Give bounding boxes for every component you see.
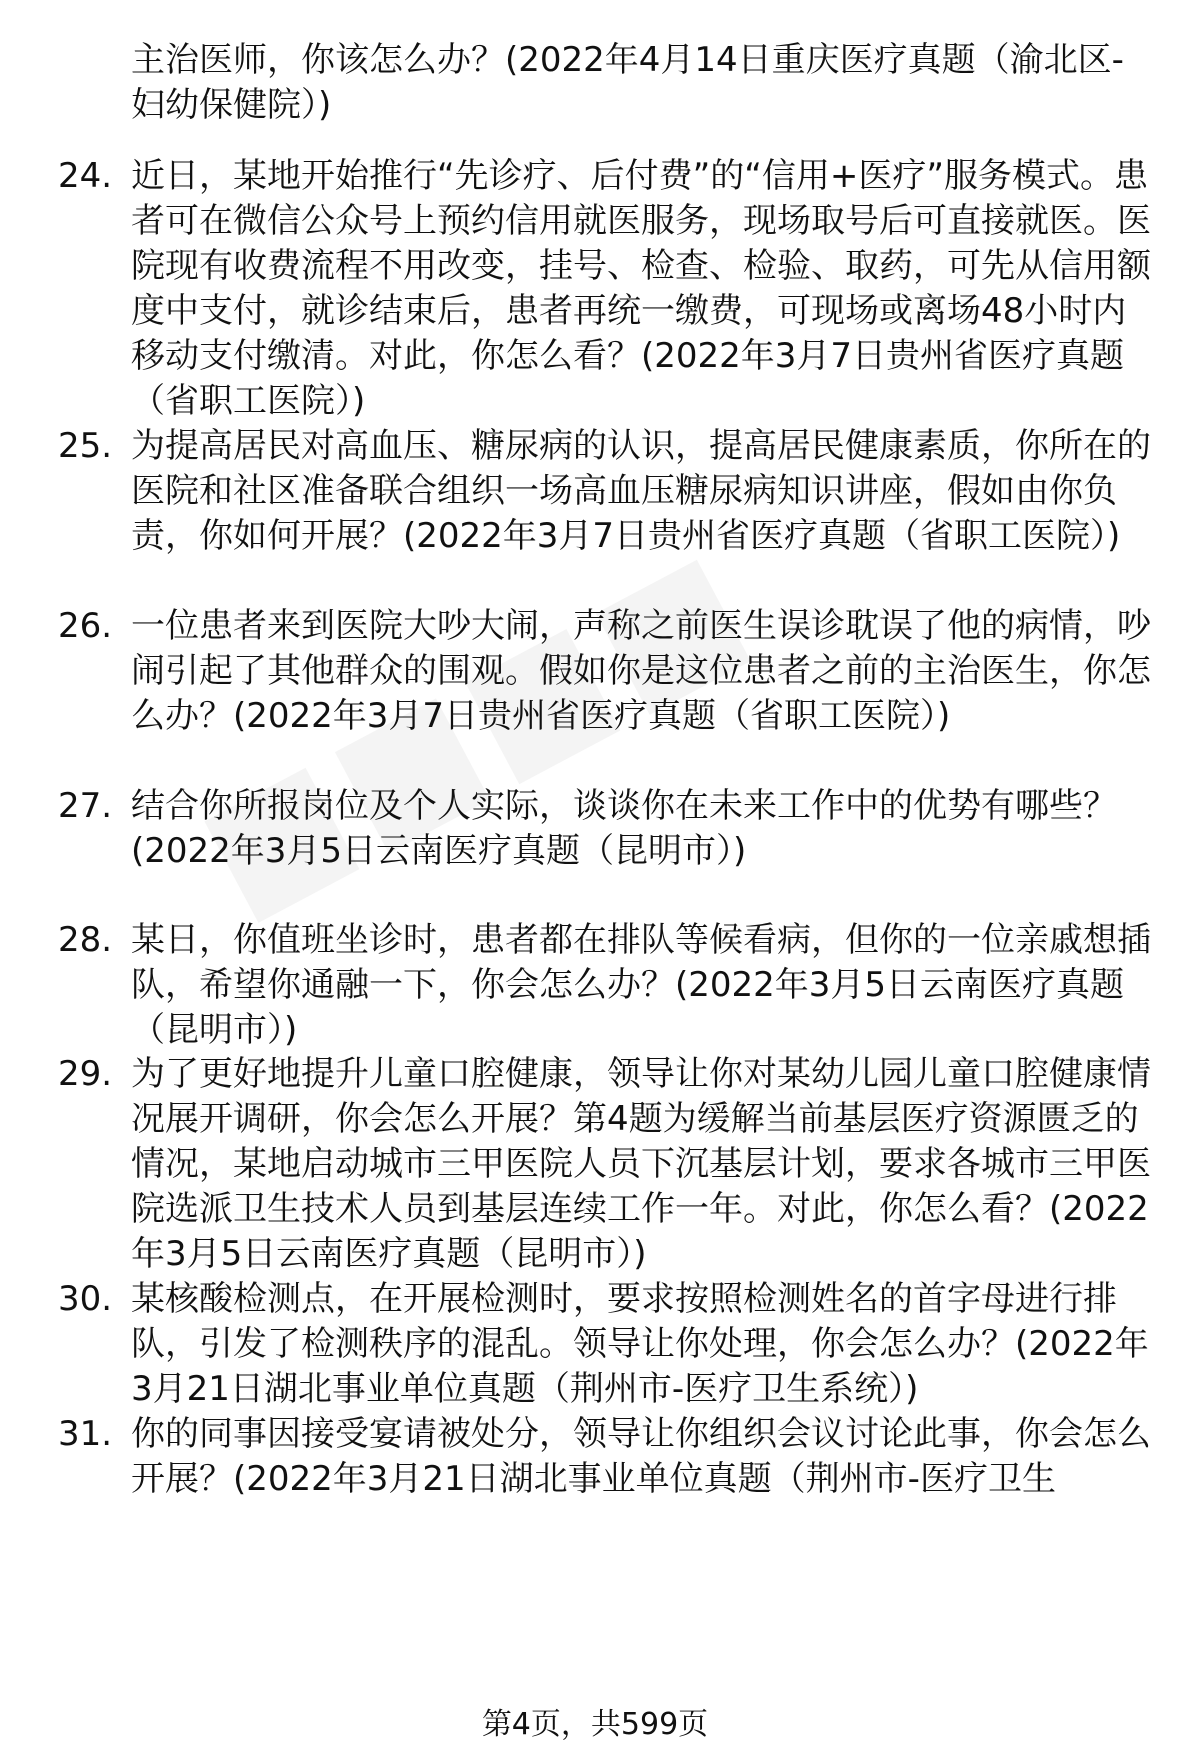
question-number: 25. <box>58 426 113 466</box>
question-text: 一位患者来到医院大吵大闹，声称之前医生误诊耽误了他的病情，吵闹引起了其他群众的围观。假如你是这位患者之前的主治医生，你怎么办？(2022年3月7日贵州省医疗真题（省职工医院）) <box>131 606 1151 736</box>
question-number: 29. <box>58 1054 113 1094</box>
question-text: 近日，某地开始推行“先诊疗、后付费”的“信用+医疗”服务模式。患者可在微信公众号上预约信用就医服务，现场取号后可直接就医。医院现有收费流程不用改变，挂号、检查、检验、取药，可先从信用额度中支付，就诊结束后，患者再统一缴费，可现场或离场48小时内移动支付缴清。对此，你怎么看？(2022年3月7日贵州省医疗真题（省职工医院）) <box>131 156 1151 421</box>
question-text: 为提高居民对高血压、糖尿病的认识，提高居民健康素质，你所在的医院和社区准备联合组织一场高血压糖尿病知识讲座，假如由你负责，你如何开展？(2022年3月7日贵州省医疗真题（省职工医院）) <box>131 426 1151 556</box>
question-number: 28. <box>58 920 113 960</box>
question-item-29 <box>58 1052 1158 1277</box>
question-item-28 <box>58 918 1158 1053</box>
question-text: 结合你所报岗位及个人实际，谈谈你在未来工作中的优势有哪些？(2022年3月5日云南医疗真题（昆明市）) <box>131 786 1117 871</box>
question-number: 30. <box>58 1279 113 1319</box>
question-item-31 <box>58 1412 1158 1502</box>
question-item-30 <box>58 1277 1158 1412</box>
question-text: 为了更好地提升儿童口腔健康，领导让你对某幼儿园儿童口腔健康情况展开调研，你会怎么开展？第4题为缓解当前基层医疗资源匮乏的情况，某地启动城市三甲医院人员下沉基层计划，要求各城市三甲医院选派卫生技术人员到基层连续工作一年。对此，你怎么看？(2022年3月5日云南医疗真题（昆明市）) <box>131 1054 1151 1274</box>
question-text: 某核酸检测点，在开展检测时，要求按照检测姓名的首字母进行排队，引发了检测秩序的混乱。领导让你处理，你会怎么办？(2022年3月21日湖北事业单位真题（荆州市-医疗卫生系统）) <box>131 1279 1149 1409</box>
question-text: 你的同事因接受宴请被处分，领导让你组织会议讨论此事，你会怎么开展？(2022年3月21日湖北事业单位真题（荆州市-医疗卫生 <box>131 1414 1151 1499</box>
question-item-26 <box>58 604 1158 739</box>
continued-question-text: 主治医师，你该怎么办？(2022年4月14日重庆医疗真题（渝北区-妇幼保健院）) <box>131 40 1124 125</box>
question-item-24 <box>58 154 1158 424</box>
question-item-27 <box>58 784 1158 874</box>
question-text: 某日，你值班坐诊时，患者都在排队等候看病，但你的一位亲戚想插队，希望你通融一下，你会怎么办？(2022年3月5日云南医疗真题（昆明市）) <box>131 920 1151 1050</box>
question-number: 24. <box>58 156 113 196</box>
question-number: 27. <box>58 786 113 826</box>
question-item-25 <box>58 424 1158 559</box>
page-footer: 第4页，共599页 <box>481 1707 709 1742</box>
question-number: 26. <box>58 606 113 646</box>
question-number: 31. <box>58 1414 113 1454</box>
